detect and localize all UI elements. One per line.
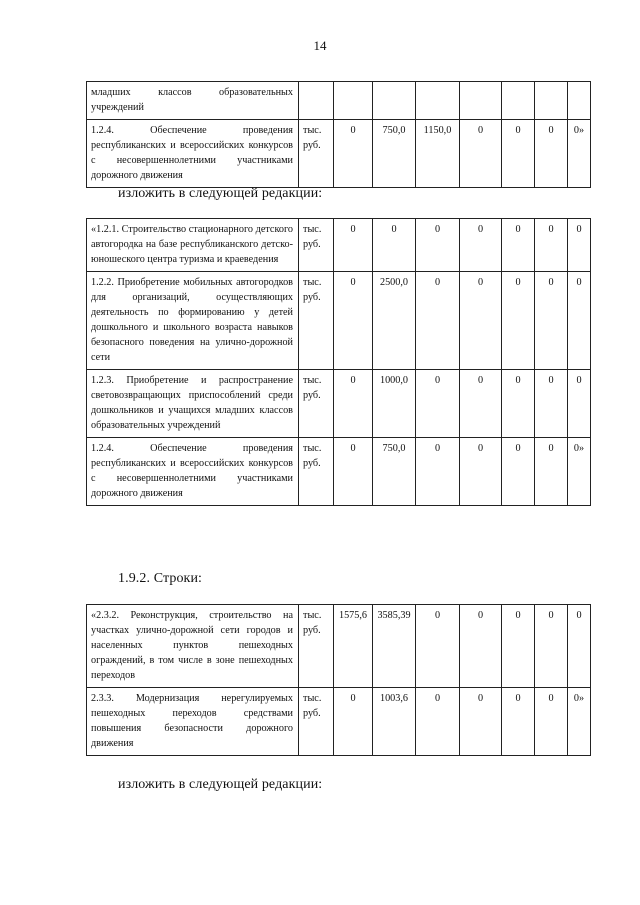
row-value: 0 [334, 219, 373, 272]
row-value: 0 [460, 688, 502, 756]
row-value [334, 82, 373, 120]
row-value: 0 [373, 219, 416, 272]
table-row [87, 219, 591, 272]
row-unit: тыс. руб. [299, 219, 334, 272]
row-value: 0 [502, 605, 535, 688]
row-unit: тыс. руб. [299, 605, 334, 688]
section-heading: 1.9.2. Строки: [118, 571, 203, 586]
section-heading: изложить в следующей редакции: [118, 777, 323, 792]
row-value: 0 [535, 438, 568, 506]
row-value: 0» [568, 120, 591, 188]
table-row [87, 688, 591, 756]
row-value: 750,0 [373, 438, 416, 506]
page-number: 14 [313, 38, 327, 53]
row-value: 0» [568, 688, 591, 756]
table-row [87, 370, 591, 438]
row-value: 0 [416, 438, 460, 506]
table-row [87, 438, 591, 506]
row-value [535, 82, 568, 120]
section-heading: изложить в следующей редакции: [118, 186, 323, 201]
row-value: 0 [416, 688, 460, 756]
row-value: 0 [334, 370, 373, 438]
row-value: 0 [535, 219, 568, 272]
row-value: 0 [460, 120, 502, 188]
row-value: 0 [460, 219, 502, 272]
row-value: 0 [460, 605, 502, 688]
row-value: 0 [502, 370, 535, 438]
row-value: 0 [334, 120, 373, 188]
row-description: младших классов образовательных учреждений [87, 82, 299, 120]
row-value: 0 [568, 605, 591, 688]
row-value: 0 [502, 219, 535, 272]
row-description: «2.3.2. Реконструкция, строительство на участках улично-дорожной сети городов и населенных пунктов пешеходных ограждений, в том числе в зоне пешеходных переходов [87, 605, 299, 688]
row-value: 0 [568, 370, 591, 438]
row-unit [299, 82, 334, 120]
row-value: 0 [460, 438, 502, 506]
row-value [373, 82, 416, 120]
row-value: 750,0 [373, 120, 416, 188]
row-value: 0 [460, 272, 502, 370]
row-unit: тыс. руб. [299, 438, 334, 506]
row-description: 2.3.3. Модернизация нерегулируемых пешеходных переходов средствами повышения безопасности дорожного движения [87, 688, 299, 756]
row-value: 0 [502, 438, 535, 506]
row-value [568, 82, 591, 120]
row-value: 1000,0 [373, 370, 416, 438]
row-description: 1.2.3. Приобретение и распространение световозвращающих приспособлений среди дошкольников и учащихся младших классов образовательных учреждений [87, 370, 299, 438]
row-value: 1003,6 [373, 688, 416, 756]
table-row [87, 82, 591, 120]
row-description: «1.2.1. Строительство стационарного детского автогородка на базе республиканского детско-юношеского центра туризма и краеведения [87, 219, 299, 272]
row-value: 0 [535, 370, 568, 438]
row-value: 1150,0 [416, 120, 460, 188]
row-value: 0 [334, 272, 373, 370]
row-description: 1.2.2. Приобретение мобильных автогородков для организаций, осуществляющих деятельность по формированию у детей дошкольного и школьного возраста навыков безопасного поведения на улично-дорожной сети [87, 272, 299, 370]
table-row [87, 120, 591, 188]
row-value: 0 [502, 688, 535, 756]
row-value: 0 [416, 272, 460, 370]
row-value: 0 [460, 370, 502, 438]
row-value: 0 [568, 272, 591, 370]
row-value: 0 [334, 688, 373, 756]
row-value: 0 [416, 605, 460, 688]
row-unit: тыс. руб. [299, 120, 334, 188]
row-value: 0 [416, 219, 460, 272]
row-value: 1575,6 [334, 605, 373, 688]
table-road-rows [86, 604, 591, 756]
table-current-rows [86, 81, 591, 188]
row-value [416, 82, 460, 120]
row-value: 0 [535, 272, 568, 370]
row-description: 1.2.4. Обеспечение проведения республиканских и всероссийских конкурсов с несовершеннолетними участниками дорожного движения [87, 120, 299, 188]
row-unit: тыс. руб. [299, 370, 334, 438]
row-value: 2500,0 [373, 272, 416, 370]
row-value: 0 [502, 272, 535, 370]
row-value: 0 [535, 605, 568, 688]
row-value: 0» [568, 438, 591, 506]
row-value: 0 [568, 219, 591, 272]
row-value: 0 [502, 120, 535, 188]
row-unit: тыс. руб. [299, 688, 334, 756]
row-value: 3585,39 [373, 605, 416, 688]
row-value [460, 82, 502, 120]
row-value [502, 82, 535, 120]
row-value: 0 [535, 688, 568, 756]
row-value: 0 [535, 120, 568, 188]
table-row [87, 272, 591, 370]
row-unit: тыс. руб. [299, 272, 334, 370]
table-new-rows [86, 218, 591, 506]
table-row [87, 605, 591, 688]
row-value: 0 [334, 438, 373, 506]
row-value: 0 [416, 370, 460, 438]
row-description: 1.2.4. Обеспечение проведения республиканских и всероссийских конкурсов с несовершеннолетними участниками дорожного движения [87, 438, 299, 506]
